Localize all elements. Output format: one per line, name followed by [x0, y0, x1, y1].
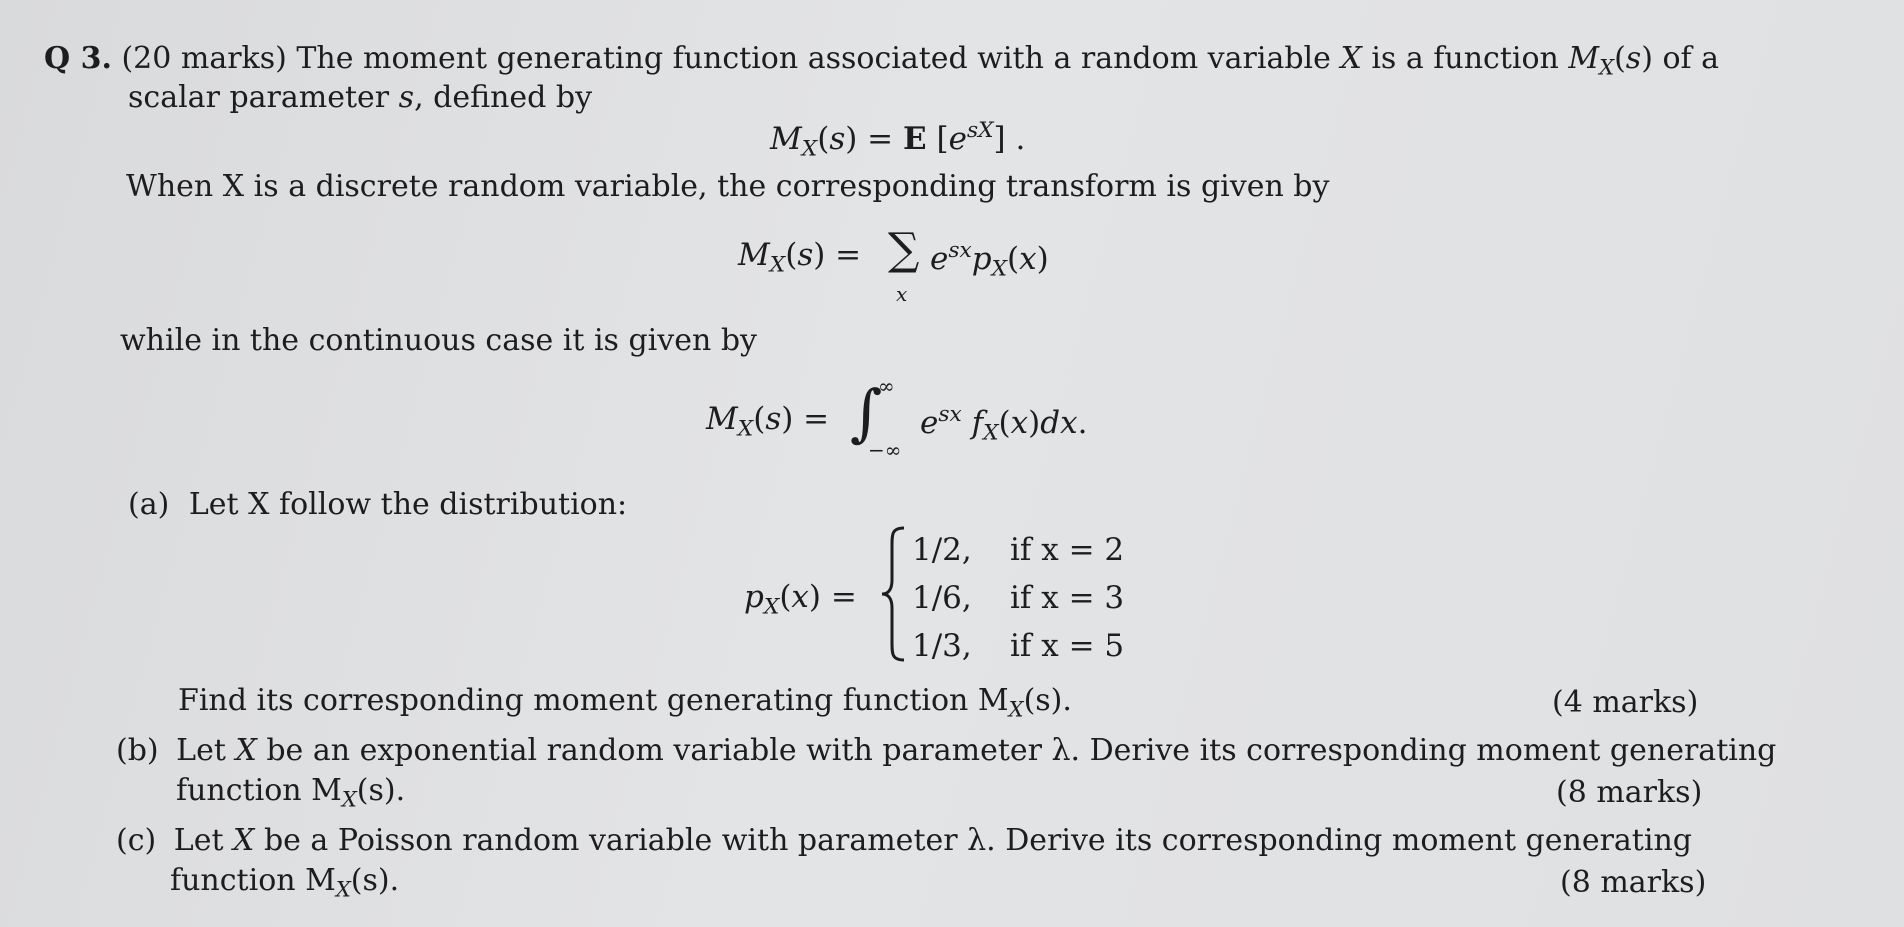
part-b-marks: (8 marks): [1556, 775, 1703, 810]
discrete-sum-equation: $M_X(s)$ =: [738, 237, 862, 278]
question-number: Q 3.: [44, 41, 112, 76]
sum-symbol: ∑: [888, 224, 920, 275]
pmf-case-condition: if x = 5: [1010, 628, 1125, 664]
part-c-line1: [116, 823, 1692, 858]
discrete-text: When X is a discrete random variable, the corresponding transform is given by: [126, 169, 1330, 204]
sum-index: x: [896, 282, 908, 306]
piecewise-brace: [880, 524, 910, 664]
pmf-case-condition: if x = 2: [1010, 532, 1125, 568]
part-b-text: Let X be an exponential random variable with parameter λ. Derive its corresponding moment generating: [176, 733, 1777, 768]
part-a-intro: [128, 487, 628, 522]
continuous-integral-body: $e^{sx}$ $f_X(x)dx$.: [920, 402, 1088, 446]
pmf-case-row: [912, 532, 972, 568]
question-marks: (20 marks): [121, 41, 287, 76]
continuous-integral-equation: $M_X(s)$ =: [706, 401, 830, 442]
part-c-label: (c): [116, 823, 157, 858]
part-a-find: Find its corresponding moment generating function $M_X(s)$.: [178, 683, 1072, 722]
part-a-text: Let X follow the distribution:: [188, 487, 628, 522]
part-a-label: (a): [128, 487, 170, 522]
part-b-label: (b): [116, 733, 159, 768]
continuous-text: while in the continuous case it is given by: [120, 323, 757, 358]
part-a-marks: (4 marks): [1552, 685, 1699, 720]
pmf-case-value: 1/6,: [912, 580, 972, 616]
definition-equation: $M_X(s) = E$ $[e^{sX}]$ .: [770, 118, 1026, 162]
question-intro-line1: The moment generating function associated with a random variable X is a function $M_X(s)$ of a: [296, 41, 1720, 80]
question-intro-line2: scalar parameter s, defined by: [128, 80, 593, 115]
pmf-case-condition: if x = 3: [1010, 580, 1125, 616]
pmf-case-row: [912, 628, 972, 664]
pmf-case-value: 1/2,: [912, 532, 972, 568]
question-header: [44, 41, 1720, 80]
integral-symbol: ∫: [850, 376, 883, 449]
pmf-lhs: $p_X(x)$ =: [744, 579, 857, 620]
part-b-line2: function $M_X(s)$.: [176, 773, 406, 812]
integral-lower-limit: −∞: [868, 438, 902, 462]
part-c-marks: (8 marks): [1560, 865, 1707, 900]
integral-upper-limit: ∞: [878, 374, 895, 398]
discrete-sum-body: $e^{sx}p_X(x)$: [930, 238, 1049, 282]
pmf-case-row: [912, 580, 972, 616]
part-b-line1: [116, 733, 1777, 768]
part-c-line2: function $M_X(s)$.: [170, 863, 400, 902]
part-c-text: Let X be a Poisson random variable with parameter λ. Derive its corresponding moment generating: [173, 823, 1692, 858]
pmf-case-value: 1/3,: [912, 628, 972, 664]
